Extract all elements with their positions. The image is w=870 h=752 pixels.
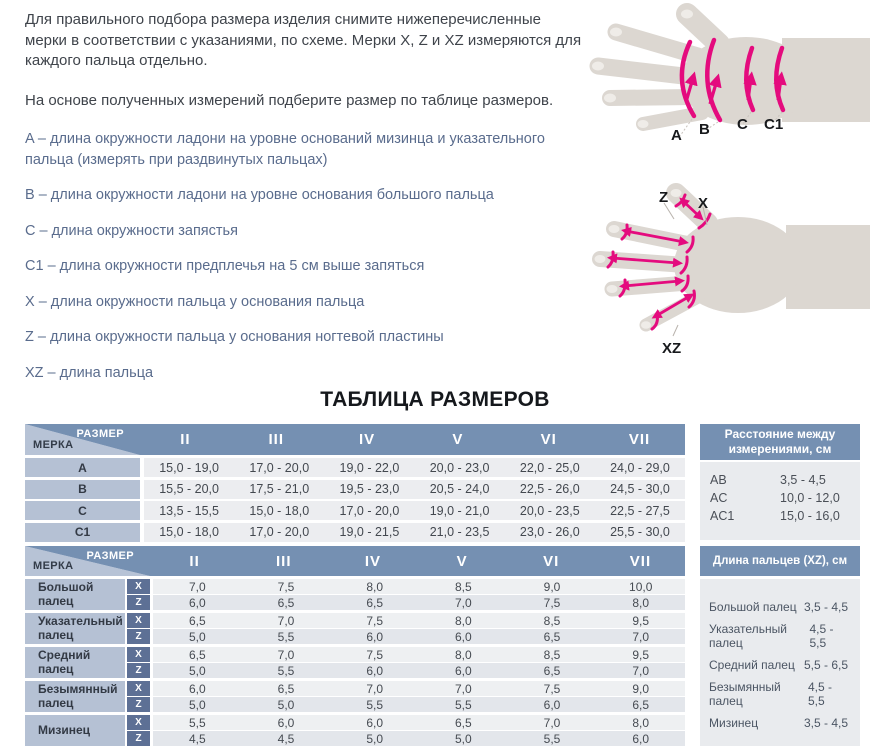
measure-label-x: X	[698, 195, 709, 212]
finger-table-header	[25, 546, 685, 576]
finger-cell: 5,0	[419, 731, 508, 746]
measure-label-c: C	[737, 116, 748, 133]
finger-cell: 7,0	[419, 595, 508, 610]
finger-cell: 7,0	[508, 715, 597, 730]
panel-row-value: 3,5 - 4,5	[803, 599, 848, 614]
finger-cell: 7,0	[242, 647, 331, 662]
finger-length-panel-body	[700, 579, 860, 746]
x-line	[127, 681, 685, 696]
finger-table-corner	[25, 546, 150, 576]
col-header-iii: III	[239, 546, 328, 576]
finger-measure-illustration	[586, 173, 870, 373]
size-cell: 25,5 - 30,0	[595, 523, 685, 542]
z-badge: Z	[127, 595, 150, 610]
corner-size-label: РАЗМЕР	[86, 550, 134, 562]
finger-cell: 6,5	[242, 595, 331, 610]
finger-cell: 8,0	[596, 715, 685, 730]
table-row	[25, 523, 685, 542]
col-header-vii: VII	[596, 546, 685, 576]
size-cell: 22,5 - 27,5	[595, 501, 685, 520]
finger-cell: 8,5	[419, 579, 508, 594]
z-badge: Z	[127, 663, 150, 678]
finger-cell: 6,0	[330, 715, 419, 730]
finger-cell: 5,0	[242, 697, 331, 712]
panel-row-value: 4,5 - 5,5	[807, 679, 832, 708]
finger-cell: 7,0	[419, 681, 508, 696]
size-cell: 17,0 - 20,0	[234, 523, 324, 542]
finger-length-panel-title: Длина пальцев (XZ), см	[700, 546, 860, 576]
z-line	[127, 663, 685, 678]
size-cell: 19,5 - 23,0	[324, 480, 414, 499]
finger-cell: 8,0	[419, 647, 508, 662]
finger-row-ring	[25, 681, 685, 712]
finger-row-middle	[25, 647, 685, 678]
row-label: B	[25, 480, 140, 499]
size-cell: 15,0 - 18,0	[234, 501, 324, 520]
panel-row-label: Безымянный палец	[709, 679, 781, 708]
col-header-vi: VI	[503, 424, 594, 455]
z-line	[127, 629, 685, 644]
size-cell: 15,0 - 19,0	[144, 458, 234, 477]
finger-cell: 4,5	[242, 731, 331, 746]
finger-table	[25, 546, 685, 749]
panel-row-value: 5,5 - 6,5	[803, 657, 848, 672]
x-line	[127, 715, 685, 730]
finger-cell: 10,0	[596, 579, 685, 594]
finger-cell: 6,0	[153, 595, 242, 610]
size-cell: 17,0 - 20,0	[324, 501, 414, 520]
z-badge: Z	[127, 629, 150, 644]
corner-merka-label: МЕРКА	[33, 560, 74, 572]
hand-bottom-drawing	[586, 173, 870, 373]
size-cell: 23,0 - 26,0	[505, 523, 595, 542]
panel-row-value: 10,0 - 12,0	[780, 491, 840, 505]
distance-panel-title: Расстояние между измерениями, см	[700, 424, 860, 460]
finger-cell: 6,0	[330, 663, 419, 678]
intro-text	[25, 10, 587, 112]
finger-cell: 9,0	[508, 579, 597, 594]
definition-b: B – длина окружности ладони на уровне основания большого пальца	[25, 187, 494, 204]
finger-cell: 6,0	[596, 731, 685, 746]
finger-cell: 6,0	[330, 629, 419, 644]
x-badge: X	[127, 613, 150, 628]
finger-cell: 8,0	[596, 595, 685, 610]
col-header-v: V	[412, 424, 503, 455]
z-badge: Z	[127, 697, 150, 712]
definition-z: Z – длина окружности пальца у основания ногтевой пластины	[25, 329, 444, 346]
finger-cell: 4,5	[153, 731, 242, 746]
panel-row	[710, 507, 860, 525]
z-line	[127, 697, 685, 712]
finger-row-thumb	[25, 579, 685, 610]
panel-row-value: 4,5 - 5,5	[809, 621, 834, 650]
z-line	[127, 595, 685, 610]
finger-cell: 5,5	[153, 715, 242, 730]
hand-top-drawing	[586, 2, 870, 164]
size-cell: 19,0 - 21,5	[324, 523, 414, 542]
size-cell: 20,0 - 23,5	[505, 501, 595, 520]
finger-cell: 6,5	[242, 681, 331, 696]
definition-c1: C1 – длина окружности предплечья на 5 см выше запяться	[25, 258, 425, 275]
table-row	[25, 480, 685, 499]
finger-cell: 9,5	[596, 647, 685, 662]
finger-label: Средний палец	[25, 647, 125, 678]
size-cell: 17,5 - 21,0	[234, 480, 324, 499]
col-header-v: V	[418, 546, 507, 576]
x-line	[127, 647, 685, 662]
size-table-title: ТАБЛИЦА РАЗМЕРОВ	[320, 388, 550, 411]
size-cell: 20,0 - 23,0	[415, 458, 505, 477]
panel-row-label: AB	[710, 473, 727, 487]
hand-circumference-illustration	[586, 2, 870, 164]
finger-cell: 6,0	[508, 697, 597, 712]
finger-label: Мизинец	[25, 715, 125, 746]
finger-label: Большой палец	[25, 579, 125, 610]
panel-row	[709, 679, 848, 708]
finger-label: Указательный палец	[25, 613, 125, 644]
z-line	[127, 731, 685, 746]
col-header-iv: IV	[322, 424, 413, 455]
definition-xz: XZ – длина пальца	[25, 365, 154, 382]
x-line	[127, 613, 685, 628]
size-table-header	[25, 424, 685, 455]
finger-cell: 6,5	[508, 663, 597, 678]
x-line	[127, 579, 685, 594]
finger-row-index	[25, 613, 685, 644]
measurement-definitions	[25, 129, 587, 399]
panel-row-label: Средний палец	[709, 657, 795, 672]
finger-cell: 7,5	[330, 613, 419, 628]
finger-cell: 6,5	[153, 613, 242, 628]
panel-row	[710, 471, 860, 489]
size-table	[25, 424, 685, 544]
finger-label: Безымянный палец	[25, 681, 125, 712]
panel-row	[709, 708, 848, 737]
definition-a: A – длина окружности ладони на уровне оснований мизинца и указательного пальца (измерять при раздвинутых пальцах)	[25, 131, 545, 168]
size-cell: 22,0 - 25,0	[505, 458, 595, 477]
distance-panel-body	[700, 462, 860, 540]
distance-panel	[700, 424, 860, 540]
panel-row	[709, 621, 848, 650]
size-cell: 15,5 - 20,0	[144, 480, 234, 499]
table-row	[25, 501, 685, 520]
definition-x: X – длина окружности пальца у основания пальца	[25, 293, 365, 310]
finger-cell: 5,0	[153, 629, 242, 644]
finger-cell: 7,5	[330, 647, 419, 662]
col-header-iii: III	[231, 424, 322, 455]
panel-row	[709, 592, 848, 621]
x-badge: X	[127, 579, 150, 594]
z-badge: Z	[127, 731, 150, 746]
finger-cell: 5,0	[153, 697, 242, 712]
finger-cell: 7,0	[153, 579, 242, 594]
size-table-corner	[25, 424, 140, 455]
size-cell: 21,0 - 23,5	[415, 523, 505, 542]
panel-row-value: 3,5 - 4,5	[803, 715, 848, 730]
finger-cell: 5,5	[242, 629, 331, 644]
intro-paragraph-1: Для правильного подбора размера изделия снимите нижеперечисленные мерки в соответствии с указаниями, по схеме. Мерки X, Z и XZ измеряются для каждого пальца отдельно.	[25, 11, 582, 70]
size-cell: 17,0 - 20,0	[234, 458, 324, 477]
row-label: A	[25, 458, 140, 477]
measure-label-xz: XZ	[662, 340, 682, 357]
finger-cell: 8,0	[419, 613, 508, 628]
panel-row	[709, 650, 848, 679]
row-label: C1	[25, 523, 140, 542]
size-cell: 24,5 - 30,0	[595, 480, 685, 499]
panel-row-label: Указательный палец	[709, 621, 787, 650]
finger-cell: 7,0	[242, 613, 331, 628]
size-cell: 19,0 - 22,0	[324, 458, 414, 477]
finger-cell: 7,5	[242, 579, 331, 594]
finger-cell: 5,5	[330, 697, 419, 712]
finger-cell: 9,5	[596, 613, 685, 628]
corner-size-label: РАЗМЕР	[76, 428, 124, 440]
finger-cell: 7,5	[508, 595, 597, 610]
finger-length-panel	[700, 546, 860, 746]
size-cell: 15,0 - 18,0	[144, 523, 234, 542]
corner-merka-label: МЕРКА	[33, 439, 74, 451]
finger-cell: 6,0	[242, 715, 331, 730]
finger-cell: 6,0	[419, 629, 508, 644]
col-header-ii: II	[140, 424, 231, 455]
finger-cell: 8,5	[508, 613, 597, 628]
col-header-ii: II	[150, 546, 239, 576]
size-cell: 20,5 - 24,0	[415, 480, 505, 499]
finger-cell: 7,0	[596, 663, 685, 678]
finger-cell: 6,5	[153, 647, 242, 662]
finger-cell: 7,0	[330, 681, 419, 696]
measure-label-a: A	[671, 127, 682, 144]
col-header-vi: VI	[507, 546, 596, 576]
finger-cell: 5,0	[153, 663, 242, 678]
panel-row-value: 3,5 - 4,5	[780, 473, 826, 487]
finger-cell: 5,5	[419, 697, 508, 712]
col-header-iv: IV	[328, 546, 417, 576]
finger-cell: 7,5	[508, 681, 597, 696]
size-cell: 19,0 - 21,0	[415, 501, 505, 520]
finger-cell: 8,5	[508, 647, 597, 662]
x-badge: X	[127, 647, 150, 662]
finger-cell: 5,5	[242, 663, 331, 678]
col-header-vii: VII	[594, 424, 685, 455]
finger-cell: 9,0	[596, 681, 685, 696]
panel-row-label: Большой палец	[709, 599, 797, 614]
finger-cell: 6,0	[153, 681, 242, 696]
measure-label-b: B	[699, 121, 710, 138]
panel-row-value: 15,0 - 16,0	[780, 509, 840, 523]
panel-row-label: Мизинец	[709, 715, 759, 730]
size-cell: 13,5 - 15,5	[144, 501, 234, 520]
finger-cell: 6,5	[419, 715, 508, 730]
finger-cell: 5,5	[508, 731, 597, 746]
finger-cell: 6,5	[330, 595, 419, 610]
finger-cell: 8,0	[330, 579, 419, 594]
panel-row-label: AC1	[710, 509, 735, 523]
row-label: C	[25, 501, 140, 520]
size-cell: 22,5 - 26,0	[505, 480, 595, 499]
measure-label-z: Z	[659, 189, 669, 206]
definition-c: C – длина окружности запястья	[25, 222, 238, 239]
finger-cell: 5,0	[330, 731, 419, 746]
panel-row	[710, 489, 860, 507]
size-cell: 24,0 - 29,0	[595, 458, 685, 477]
x-badge: X	[127, 715, 150, 730]
panel-row-label: AC	[710, 491, 728, 505]
finger-cell: 6,5	[508, 629, 597, 644]
x-badge: X	[127, 681, 150, 696]
finger-cell: 7,0	[596, 629, 685, 644]
finger-row-pinky	[25, 715, 685, 746]
finger-cell: 6,5	[596, 697, 685, 712]
finger-cell: 6,0	[419, 663, 508, 678]
intro-paragraph-2: На основе полученных измерений подберите размер по таблице размеров.	[25, 92, 554, 110]
table-row	[25, 458, 685, 477]
measure-label-c1: C1	[764, 116, 784, 133]
